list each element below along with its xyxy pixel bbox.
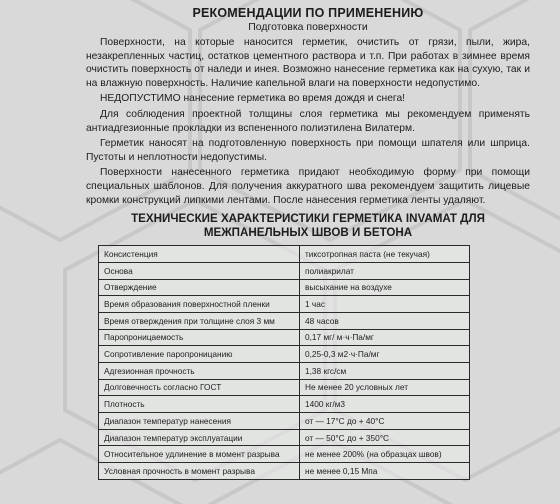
spec-key: Плотность xyxy=(99,396,300,413)
spec-key: Диапазон температур нанесения xyxy=(99,413,300,430)
paragraph-surface-prep: Поверхности, на которые наносится герметик, очистить от грязи, пыли, жира, незакрепленных частиц, остатков цементного раствора и т.п. При работах в зимнее время очистить поверхность от наледи и инея. Возможно нанесение герметика как на сухую, так и на влажную поверхность. Наличие капельной влаги на поверхности недопустимо. xyxy=(86,37,530,89)
spec-value: 1 час xyxy=(300,296,470,313)
table-row xyxy=(99,463,470,480)
spec-value: полиакрилат xyxy=(300,262,470,279)
tech-specs-table xyxy=(98,245,470,480)
spec-key: Условная прочность в момент разрыва xyxy=(99,463,300,480)
table-row xyxy=(99,329,470,346)
table-row xyxy=(99,413,470,430)
section-subtitle: Подготовка поверхности xyxy=(248,21,368,33)
spec-key: Время образования поверхностной пленки xyxy=(99,296,300,313)
spec-key: Основа xyxy=(99,262,300,279)
spec-value: не менее 0,15 Мпа xyxy=(300,463,470,480)
table-row xyxy=(99,446,470,463)
paragraph-application: Герметик наносят на подготовленную поверхность при помощи шпателя или шприца. Пустоты и неплотности недопустимы. xyxy=(86,138,530,163)
table-row xyxy=(99,296,470,313)
spec-key: Время отверждения при толщине слоя 3 мм xyxy=(99,312,300,329)
paragraph-thickness: Для соблюдения проектной толщины слоя герметика мы рекомендуем применять антиадгезионные прокладки из вспененного полиэтилена Вилатерм. xyxy=(86,108,530,134)
paragraph-shaping: Поверхности нанесенного герметика придают необходимую форму при помощи специальных шаблонов. Для получения аккуратного шва рекомендуем защитить лицевые кромки конструкций липкими лентами. После нанесения герметика ленты удаляют. xyxy=(86,167,530,206)
spec-value: тиксотропная паста (не текучая) xyxy=(300,246,470,263)
page-title: РЕКОМЕНДАЦИИ ПО ПРИМЕНЕНИЮ xyxy=(192,6,424,20)
spec-value: 0,25-0,3 м2·ч·Па/мг xyxy=(300,346,470,363)
spec-value: Не менее 20 условных лет xyxy=(300,379,470,396)
spec-key: Адгезионная прочность xyxy=(99,362,300,379)
spec-value: 1,38 кгс/см xyxy=(300,362,470,379)
table-row xyxy=(99,379,470,396)
spec-key: Отверждение xyxy=(99,279,300,296)
spec-key: Долговечность согласно ГОСТ xyxy=(99,379,300,396)
spec-key: Сопротивление паропроницанию xyxy=(99,346,300,363)
table-row xyxy=(99,396,470,413)
spec-key: Диапазон температур эксплуатации xyxy=(99,429,300,446)
spec-value: от — 50°С до + 350°С xyxy=(300,429,470,446)
table-row xyxy=(99,346,470,363)
spec-key: Консистенция xyxy=(99,246,300,263)
table-row xyxy=(99,262,470,279)
tech-specs-title: ТЕХНИЧЕСКИЕ ХАРАКТЕРИСТИКИ ГЕРМЕТИКА INVAMAT ДЛЯ МЕЖПАНЕЛЬНЫХ ШВОВ И БЕТОНА xyxy=(131,212,485,240)
spec-value: 1400 кг/м3 xyxy=(300,396,470,413)
spec-value: от — 17°С до + 40°С xyxy=(300,413,470,430)
table-row xyxy=(99,429,470,446)
spec-key: Относительное удлинение в момент разрыва xyxy=(99,446,300,463)
table-row xyxy=(99,362,470,379)
spec-key: Паропроницаемость xyxy=(99,329,300,346)
table-row xyxy=(99,279,470,296)
paragraph-warning: НЕДОПУСТИМО нанесение герметика во время дождя и снега! xyxy=(100,93,406,105)
spec-value: высыхание на воздухе xyxy=(300,279,470,296)
spec-value: 0,17 мг/ м·ч·Па/мг xyxy=(300,329,470,346)
spec-value: не менее 200% (на образцах швов) xyxy=(300,446,470,463)
spec-value: 48 часов xyxy=(300,312,470,329)
table-row xyxy=(99,312,470,329)
table-row xyxy=(99,246,470,263)
